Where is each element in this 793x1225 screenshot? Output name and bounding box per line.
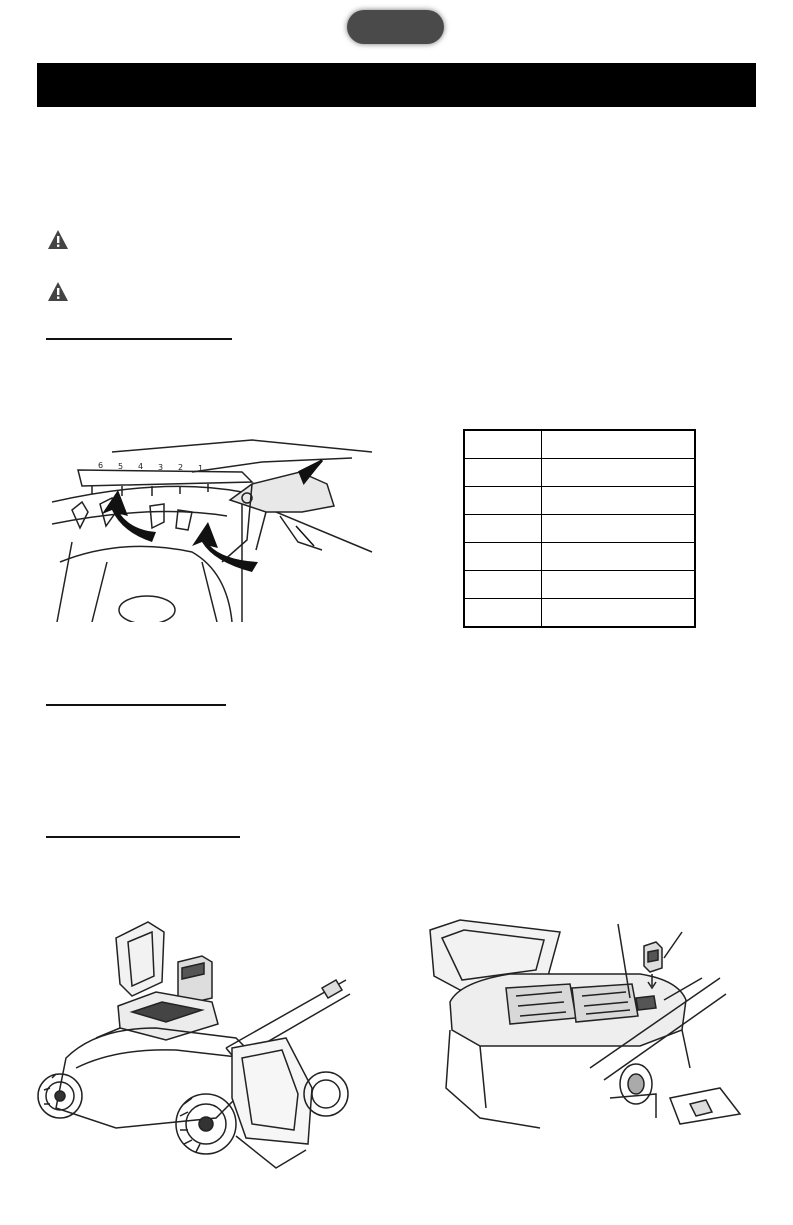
height-adjust-figure xyxy=(52,432,374,622)
table-row xyxy=(464,430,695,459)
section-banner xyxy=(37,63,756,107)
table-cell xyxy=(542,599,696,628)
table-cell xyxy=(542,430,696,459)
table-row xyxy=(464,487,695,515)
table-row xyxy=(464,459,695,487)
table-cell xyxy=(542,487,696,515)
table-cell xyxy=(464,459,542,487)
lever-mark: 5 xyxy=(118,462,124,471)
lever-mark: 2 xyxy=(178,463,184,472)
table-row xyxy=(464,599,695,628)
table-cell xyxy=(542,543,696,571)
table-cell xyxy=(542,459,696,487)
subheading-underline xyxy=(46,704,226,706)
lever-mark: 1 xyxy=(198,464,204,473)
table-cell xyxy=(464,599,542,628)
page-number-tab xyxy=(347,10,444,44)
table-cell xyxy=(464,487,542,515)
table-cell xyxy=(542,571,696,599)
table-row xyxy=(464,543,695,571)
table-cell xyxy=(464,515,542,543)
table-cell xyxy=(464,543,542,571)
curved-arrow-icon xyxy=(102,490,156,542)
subheading-underline xyxy=(46,836,240,838)
lever-mark: 3 xyxy=(158,463,164,472)
table-cell xyxy=(542,515,696,543)
table-row xyxy=(464,515,695,543)
warning-triangle-icon xyxy=(47,229,69,251)
warning-triangle-icon xyxy=(47,281,69,303)
table-cell xyxy=(464,571,542,599)
lever-mark: 6 xyxy=(98,461,104,470)
height-table xyxy=(463,429,696,628)
table-cell xyxy=(464,430,542,459)
battery-key-figure xyxy=(420,918,752,1134)
subheading-underline xyxy=(46,338,232,340)
mower-battery-figure xyxy=(36,918,356,1172)
table-row xyxy=(464,571,695,599)
lever-mark: 4 xyxy=(138,462,144,471)
